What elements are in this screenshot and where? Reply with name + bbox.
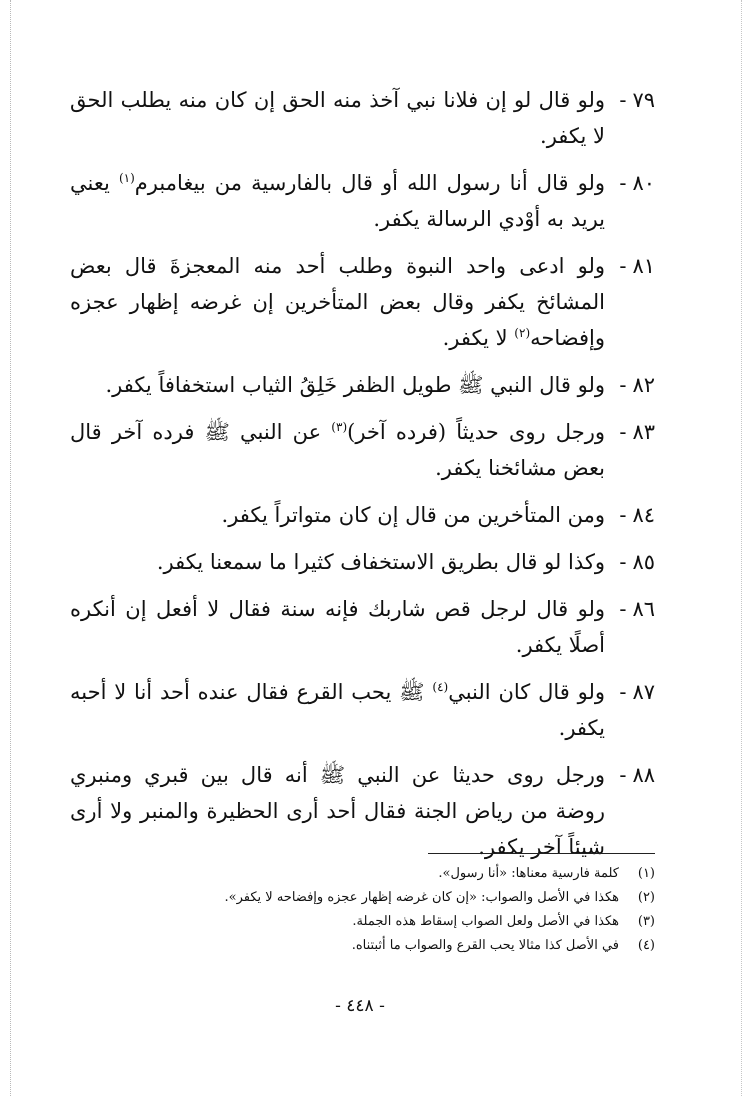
entry-text: ورجل روى حديثا عن النبي ﷺ أنه قال بين قبري ومنبري روضة من رياض الجنة فقال أحد أرى الحظيرة والمنبر ولا أرى شيئاً آخر يكفر. [70,763,605,859]
entry-81 [70,248,655,356]
footnote-ref: (٤) [432,680,449,694]
entry-text: ولو قال لرجل قص شاربك فإنه سنة فقال لا أفعل إن أنكره أصلًا يكفر. [70,597,605,657]
entry-text: ولو قال أنا رسول الله أو قال بالفارسية من بيغامبرم$^{(١)}$ يعني يريد به أوْدي الرسالة يكفر. [70,171,606,231]
entry-88 [70,757,655,865]
footnotes [200,862,655,958]
entry-text: ولو ادعى واحد النبوة وطلب أحد منه المعجزةَ قال بعض المشائخ يكفر وقال بعض المتأخرين إن غرضه إظهار عجزه وإفضاحه$^{(٢)}$ لا يكفر. [70,254,605,350]
footnote-ref: (١) [118,171,135,185]
entry-number: ٨٧- [619,680,655,704]
entry-text: ولو قال النبي ﷺ طويل الظفر خَلِقُ الثياب استخفافاً يكفر. [105,373,605,397]
entry-number: ٨٦- [619,597,655,621]
entry-text: ورجل روى حديثاً (فرده آخر)$^{(٣)}$ عن النبي ﷺ فرده آخر قال بعض مشائخنا يكفر. [70,420,605,480]
page-body [70,82,655,876]
entry-text: ولو قال لو إن فلانا نبي آخذ منه الحق إن كان منه يطلب الحق لا يكفر. [70,88,605,148]
footnote-number: (٢) [637,890,655,905]
footnote-2 [200,886,655,910]
entry-80 [70,165,655,237]
entry-text: ومن المتأخرين من قال إن كان متواتراً يكفر. [221,503,605,527]
footnote-divider [428,853,655,854]
footnote-number: (١) [637,866,655,881]
entry-number: ٧٩- [619,88,655,112]
entry-text: ولو قال كان النبي$^{(٤)}$ ﷺ يحب القرع فقال عنده أحد أنا لا أحبه يكفر. [70,680,606,740]
entry-87 [70,674,655,746]
footnote-1 [200,862,655,886]
entry-number: ٨٥- [619,550,655,574]
footnote-text: هكذا في الأصل ولعل الصواب إسقاط هذه الجملة. [352,914,619,929]
footnote-number: (٤) [637,938,655,953]
footnote-text: هكذا في الأصل والصواب: «إن كان غرضه إظهار عجزه وإفضاحه لا يكفر». [224,890,619,905]
footnote-ref: (٢) [514,326,531,340]
entry-number: ٨٠- [619,171,655,195]
entry-number: ٨٢- [619,373,655,397]
footnote-ref: (٣) [331,420,348,434]
footnote-text: في الأصل كذا مثالا يحب القرع والصواب ما أثبتناه. [351,938,619,953]
footnote-number: (٣) [637,914,655,929]
footnote-3 [200,910,655,934]
scan-edge-left [10,0,11,1096]
footnote-text: كلمة فارسية معناها: «أنا رسول». [438,866,619,881]
footnote-4 [200,934,655,958]
entry-number: ٨٤- [619,503,655,527]
entry-86 [70,591,655,663]
entry-85 [70,544,655,580]
entry-number: ٨١- [619,254,655,278]
entry-number: ٨٨- [619,763,655,787]
entry-82 [70,367,655,403]
entry-84 [70,497,655,533]
entry-text: وكذا لو قال بطريق الاستخفاف كثيرا ما سمعنا يكفر. [156,550,605,574]
scan-edge-right [741,0,742,1096]
entry-number: ٨٣- [619,420,655,444]
entry-79 [70,82,655,154]
entry-83 [70,414,655,486]
page-number: - ٤٤٨ - [335,996,385,1016]
